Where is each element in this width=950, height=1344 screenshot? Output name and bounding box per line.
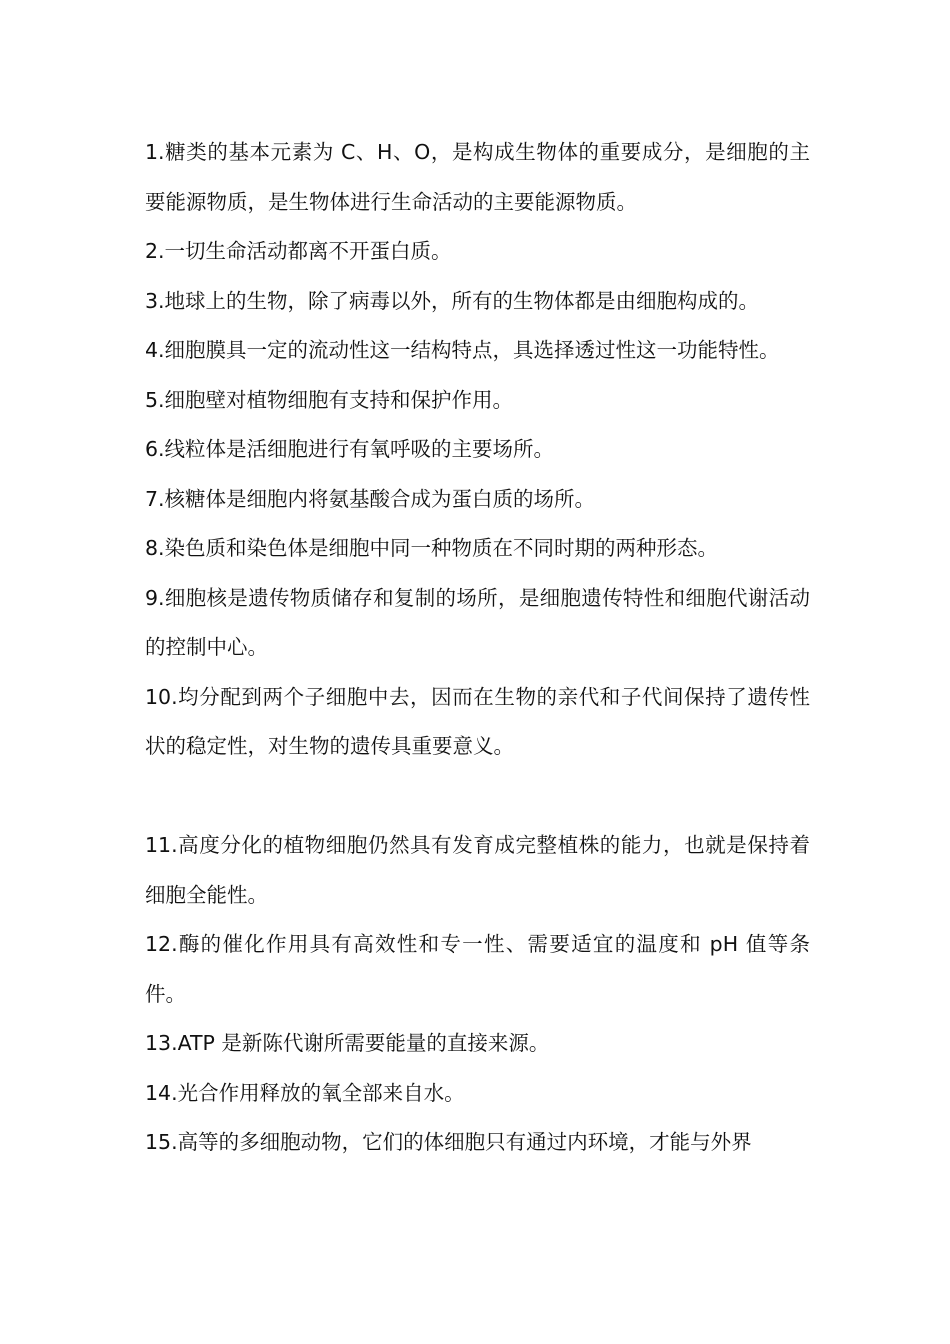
list-item: 6.线粒体是活细胞进行有氧呼吸的主要场所。 bbox=[145, 437, 555, 461]
list-item: 2.一切生命活动都离不开蛋白质。 bbox=[145, 239, 452, 263]
list-item: 9.细胞核是遗传物质储存和复制的场所，是细胞遗传特性和细胞代谢活动的控制中心。 bbox=[145, 585, 810, 659]
list-item: 4.细胞膜具一定的流动性这一结构特点，具选择透过性这一功能特性。 bbox=[145, 338, 780, 362]
list-item: 11.高度分化的植物细胞仍然具有发育成完整植株的能力，也就是保持着细胞全能性。 bbox=[145, 833, 810, 907]
list-item: 5.细胞壁对植物细胞有支持和保护作用。 bbox=[145, 387, 514, 412]
document-body bbox=[145, 128, 810, 1168]
list-item: 7.核糖体是细胞内将氨基酸合成为蛋白质的场所。 bbox=[145, 486, 596, 511]
list-item: 14.光合作用释放的氧全部来自水。 bbox=[145, 1080, 465, 1105]
list-item: 15.高等的多细胞动物，它们的体细胞只有通过内环境，才能与外界 bbox=[145, 1130, 752, 1154]
list-item: 8.染色质和染色体是细胞中同一种物质在不同时期的两种形态。 bbox=[145, 536, 719, 560]
paragraph-spacer bbox=[145, 772, 810, 822]
list-item: 12.酶的催化作用具有高效性和专一性、需要适宜的温度和 pH 值等条件。 bbox=[145, 932, 810, 1006]
list-item: 1.糖类的基本元素为 C、H、O，是构成生物体的重要成分，是细胞的主要能源物质，是生物体进行生命活动的主要能源物质。 bbox=[145, 140, 810, 214]
list-item: 3.地球上的生物，除了病毒以外，所有的生物体都是由细胞构成的。 bbox=[145, 288, 760, 313]
list-item: 13.ATP 是新陈代谢所需要能量的直接来源。 bbox=[145, 1031, 550, 1055]
list-item: 10.均分配到两个子细胞中去，因而在生物的亲代和子代间保持了遗传性状的稳定性，对生物的遗传具重要意义。 bbox=[145, 684, 810, 758]
